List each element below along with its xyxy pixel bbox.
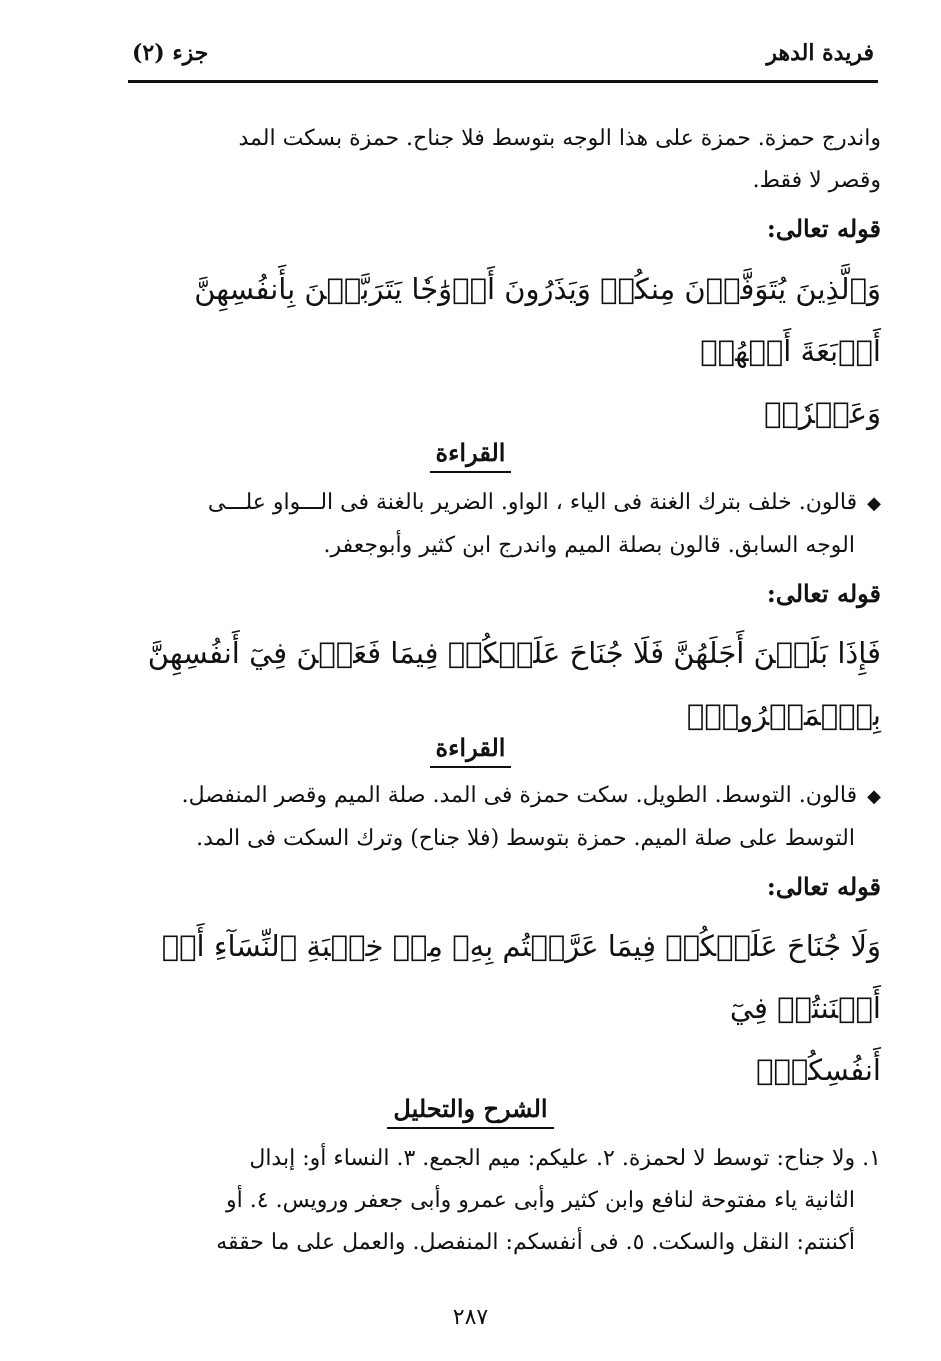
reading-line: ◆قالون. التوسط. الطويل. سكت حمزة فى المد. صلة الميم وقصر المنفصل. (181, 783, 881, 808)
analysis-line: أكننتم: النقل والسكت. ٥. فى أنفسكم: المنفصل. والعمل على ما حققه (216, 1230, 855, 1255)
section-1 (121, 210, 881, 248)
intro-paragraph (121, 118, 881, 202)
verse-block-2 (121, 622, 881, 746)
analysis-block (121, 1138, 881, 1264)
verse-line: أَنفُسِكُمۡۚ (756, 1053, 881, 1087)
intro-line: وقصر لا فقط. (752, 168, 881, 193)
heading-reading-2-wrap (0, 733, 941, 768)
verse-line: وَعَشۡرٗاۖ (764, 396, 881, 430)
book-title: فريدة الدهر (766, 40, 874, 66)
section-heading: القراءة (430, 733, 512, 768)
reading-line: الوجه السابق. قالون بصلة الميم واندرج ابن كثير وأبوجعفر. (323, 533, 855, 558)
reading-line: ◆قالون. خلف بترك الغنة فى الياء ، الواو. الضرير بالغنة فى الـــواو علـــى (207, 490, 881, 515)
section-2 (121, 575, 881, 613)
heading-analysis-wrap (0, 1094, 941, 1129)
verse-label: قوله تعالى: (766, 579, 881, 608)
page-number: ٢٨٧ (452, 1305, 489, 1330)
verse-label: قوله تعالى: (766, 872, 881, 901)
verse-line: وَٱلَّذِينَ يُتَوَفَّوۡنَ مِنكُمۡ وَيَذَرُونَ أَزۡوَٰجٗا يَتَرَبَّصۡنَ بِأَنفُسِهِنَّ أَرۡبَعَةَ أَشۡهُرٖ (194, 272, 881, 368)
reading-line: التوسط على صلة الميم. حمزة بتوسط (فلا جناح) وترك السكت فى المد. (196, 826, 855, 851)
heading-reading-1-wrap (0, 438, 941, 473)
diamond-bullet-icon: ◆ (867, 786, 881, 807)
verse-block-3 (121, 915, 881, 1101)
verse-line: فَإِذَا بَلَغۡنَ أَجَلَهُنَّ فَلَا جُنَاحَ عَلَيۡكُمۡ فِيمَا فَعَلۡنَ فِيٓ أَنفُسِهِنَّ بِٱلۡمَعۡرُوفِۗ (147, 636, 881, 732)
reading-block-1 (121, 482, 881, 567)
intro-line: واندرج حمزة. حمزة على هذا الوجه بتوسط فلا جناح. حمزة بسكت المد (238, 126, 881, 151)
section-heading: الشرح والتحليل (387, 1094, 553, 1129)
diamond-bullet-icon: ◆ (867, 493, 881, 514)
analysis-line: الثانية ياء مفتوحة لنافع وابن كثير وأبى عمرو وأبى جعفر ورويس. ٤. أو (226, 1188, 855, 1213)
part-number: جزء (٢) (132, 40, 209, 66)
analysis-line: ١. ولا جناح: توسط لا لحمزة. ٢. عليكم: ميم الجمع. ٣. النساء أو: إبدال (249, 1146, 881, 1171)
page-header (128, 38, 878, 83)
section-heading: القراءة (430, 438, 512, 473)
reading-block-2 (121, 775, 881, 860)
section-3 (121, 868, 881, 906)
verse-block-1 (121, 258, 881, 444)
verse-label: قوله تعالى: (766, 214, 881, 243)
verse-line: وَلَا جُنَاحَ عَلَيۡكُمۡ فِيمَا عَرَّضۡتُم بِهِۦ مِنۡ خِطۡبَةِ ٱلنِّسَآءِ أَوۡ أَكۡنَنتُمۡ فِيٓ (161, 929, 881, 1025)
